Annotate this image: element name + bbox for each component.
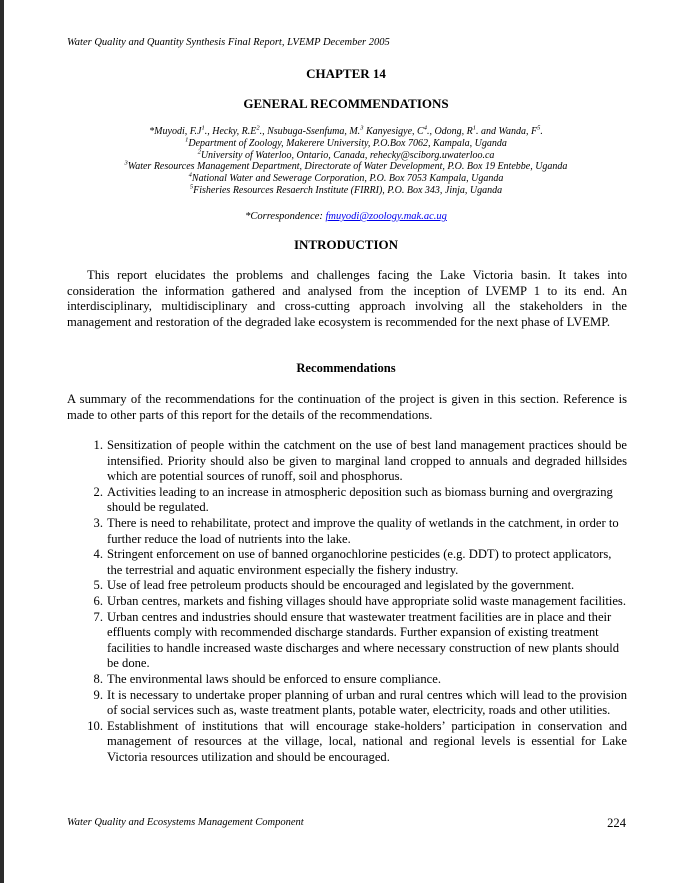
running-header: Water Quality and Quantity Synthesis Final Report, LVEMP December 2005 bbox=[67, 37, 390, 48]
correspondence bbox=[30, 211, 662, 222]
chapter-number: CHAPTER 14 bbox=[306, 66, 386, 81]
introduction-paragraph: This report elucidates the problems and challenges facing the Lake Victoria basin. It takes into consideration the information gathered and analysed from the inception of LVEMP 1 to its end. An interdisciplinary, multidisciplinary and cross-cutting approach involving all the stakeholders in the management and restoration of the degraded lake ecosystem is recommended for the next phase of LVEMP. bbox=[67, 268, 627, 329]
introduction-heading: INTRODUCTION bbox=[293, 237, 398, 252]
recommendations-list bbox=[87, 438, 627, 765]
affiliation-5: $^5$Fisheries Resources Resaerch Institute (FIRRI), P.O. Box 343, Jinja, Uganda bbox=[189, 183, 503, 196]
chapter-title: GENERAL RECOMMENDATIONS bbox=[243, 96, 449, 111]
list-item: 10. Establishment of institutions that will encourage stake-holders’ participation in conservation and management of resources at the village, local, national and regional levels is essential for Lake Victoria resources utilization and should be encouraged. bbox=[87, 718, 627, 764]
affiliation-2: $^2$University of Waterloo, Ontario, Canada, rehecky@sciborg.uwaterloo.ca bbox=[197, 148, 495, 161]
page-number: 224 bbox=[607, 816, 626, 830]
list-item: 1. Sensitization of people within the catchment on the use of best land management practices should be intensified. Priority should also be given to marginal land cropped to annuals and degraded hillsides which are potential sources of runoff, soil and phosphorus. bbox=[93, 438, 627, 484]
recommendations-heading: Recommendations bbox=[296, 361, 396, 375]
running-footer: Water Quality and Ecosystems Management Component bbox=[67, 817, 304, 828]
page-edge-bar bbox=[0, 0, 4, 883]
list-item: 8. The environmental laws should be enforced to ensure compliance. bbox=[93, 671, 441, 686]
recommendations-summary: A summary of the recommendations for the continuation of the project is given in this section. Reference is made to other parts of this report for the details of the recommendations. bbox=[67, 392, 627, 422]
list-item: 4. Stringent enforcement on use of banned organochlorine pesticides (e.g. DDT) to protect applicators, the terrestrial and aquatic environment especially the fishery industry. bbox=[93, 547, 612, 577]
list-item: 9. It is necessary to undertake proper planning of urban and rural centres which will lead to the provision of social services such as, waste treatment plants, potable water, electricity, roads and other utilities. bbox=[93, 687, 627, 718]
correspondence-label: *Correspondence: bbox=[245, 211, 326, 222]
list-item: 3. There is need to rehabilitate, protect and improve the quality of wetlands in the catchment, in order to further reduce the load of nutrients into the lake. bbox=[93, 515, 619, 546]
correspondence-email-link[interactable]: fmuyodi@zoology.mak.ac.ug bbox=[325, 211, 447, 222]
list-item: 7. Urban centres and industries should ensure that wastewater treatment facilities are in place and their effluents comply with recommended discharge standards. Further expansion of existing treatment facilities to handle increased waste discharges and where necessary construction of new plants should be done. bbox=[93, 609, 620, 671]
author-block bbox=[30, 126, 662, 197]
list-item: 2. Activities leading to an increase in atmospheric deposition such as biomass burning and overgrazing should be regulated. bbox=[93, 484, 613, 515]
affiliation-4: $^4$National Water and Sewerage Corporation, P.O. Box 7053 Kampala, Uganda bbox=[188, 171, 504, 185]
list-item: 6. Urban centres, markets and fishing villages should have appropriate solid waste management facilities. bbox=[93, 593, 626, 608]
author-list: *Muyodi, $F.J^1$., Hecky, $R.E^2$., Nsubuga-Ssenfuma, M.$^3$ Kanyesigye, $C^4$., Odong, $R^1$. and Wanda, $F^5$. bbox=[149, 124, 543, 137]
affiliation-3: $^3$Water Resources Management Department, Directorate of Water Development, P.O. Box 19 Entebbe, Uganda bbox=[124, 160, 568, 173]
affiliation-1: $^1$Department of Zoology, Makerere University, P.O.Box 7062, Kampala, Uganda bbox=[185, 136, 507, 149]
list-item: 5. Use of lead free petroleum products should be encouraged and legislated by the government. bbox=[93, 578, 575, 593]
